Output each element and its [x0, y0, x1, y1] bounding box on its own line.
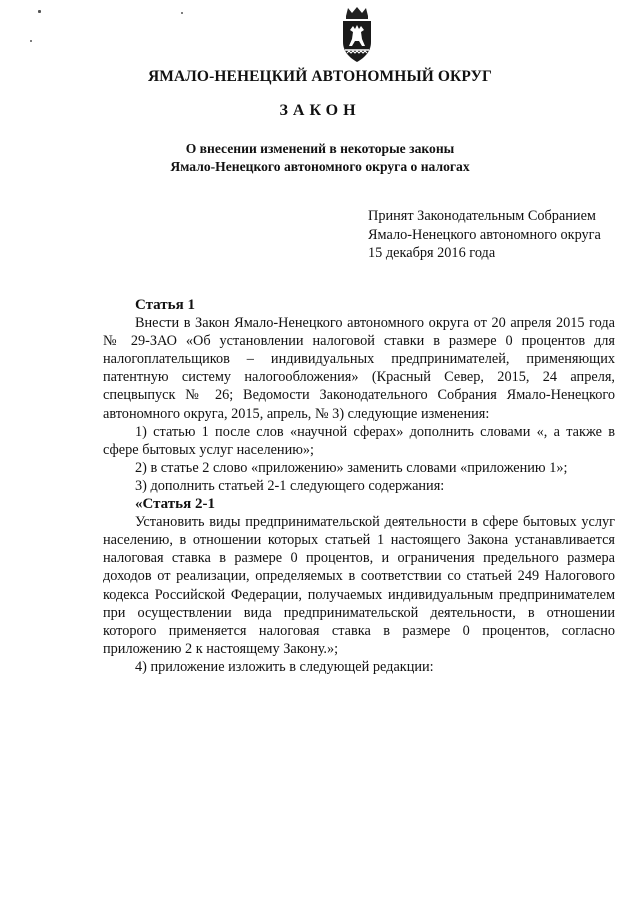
adoption-note — [368, 207, 640, 263]
scan-speck — [181, 12, 183, 14]
document-body — [103, 296, 615, 676]
article-heading: Статья 1 — [135, 297, 195, 313]
document-type: ЗАКОН — [279, 102, 361, 119]
article-intro: Внести в Закон Ямало-Ненецкого автономного округа от 20 апреля 2015 года № 29-ЗАО «Об установлении налоговой ставки в размере 0 процентов для налогоплательщиков – индивидуальных предпринимателей, применяющих патентную систему налогообложения» (Красный Север, 2015, 24 апреля, спецвыпуск № 26; Ведомости Законодательного Собрания Ямало-Ненецкого автономного округа, 2015, апрель, № 3) следующие изменения: — [103, 315, 615, 422]
adoption-date: 15 декабря 2016 года — [368, 245, 496, 262]
sub-article-heading: «Статья 2-1 — [135, 496, 215, 513]
adoption-line: Принят Законодательным Собранием — [368, 208, 596, 224]
scan-speck — [30, 40, 32, 42]
subject-line: О внесении изменений в некоторые законы — [185, 141, 455, 156]
adoption-line: Ямало-Ненецкого автономного округа — [368, 226, 601, 243]
article-item: 3) дополнить статьей 2-1 следующего содержания: — [135, 477, 445, 494]
coat-of-arms-icon — [334, 6, 380, 64]
sub-article-text: Установить виды предпринимательской деятельности в сфере бытовых услуг населению, в отношении которых статьей 1 настоящего Закона устанавливается налоговая ставка в размере 0 процентов, и ограничения предельного размера доходов от реализации, определяемых в соответствии со статьей 249 Налогового кодекса Российской Федерации, получаемых индивидуальным предпринимателем при осуществлении вида предпринимательской деятельности, в отношении которого применяется налоговая ставка в размере 0 процентов, согласно приложению 2 к настоящему Закону.»; — [103, 514, 615, 657]
article-item: 2) в статье 2 слово «приложению» заменить словами «приложению 1»; — [135, 459, 568, 476]
region-title: ЯМАЛО-НЕНЕЦКИЙ АВТОНОМНЫЙ ОКРУГ — [147, 68, 493, 85]
article-item: 4) приложение изложить в следующей редакции: — [135, 658, 434, 675]
scan-speck — [38, 10, 41, 13]
subject-line: Ямало-Ненецкого автономного округа о налогах — [170, 159, 470, 174]
article-item: 1) статью 1 после слов «научной сферах» дополнить словами «, а также в сфере бытовых услуг населению»; — [103, 423, 615, 458]
document-subject — [0, 140, 640, 176]
